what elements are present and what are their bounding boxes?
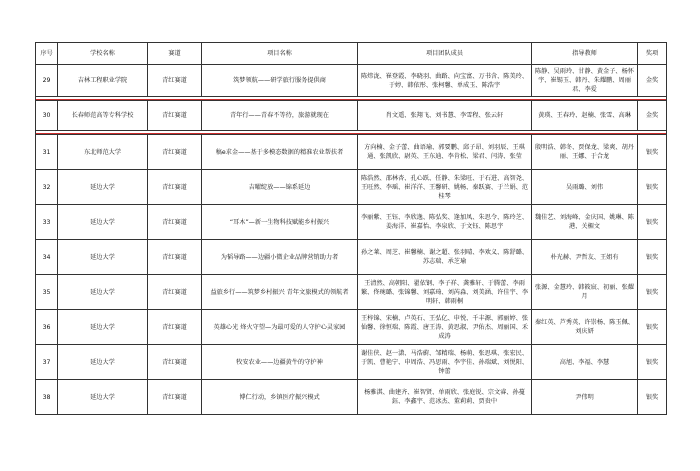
row-advisors: 殷明浩、韩冬、贾保龙、梁爽、胡丹丽、王娜、于合龙 (532, 135, 638, 170)
table-body (36, 65, 667, 415)
row-school: 延边大学 (58, 170, 148, 205)
row-project: 益旅乡行——筑梦乡村振兴 青年文旅模式的领航者 (202, 275, 358, 310)
row-award: 银奖 (638, 170, 667, 205)
row-members: 王清然、高朝阳、翟依钢、李子祥、龚雅轩、于腾蕾、李雨繁、佟琬璐、张锦馨、刘嘉琦、刘芮淼、刘美涵、许佳宇、李明轩、韩雨桐 (358, 275, 532, 310)
row-track: 青红赛道 (148, 345, 202, 380)
row-award: 银奖 (638, 345, 667, 380)
header-no: 序号 (36, 43, 58, 65)
row-track: 青红赛道 (148, 240, 202, 275)
row-award: 金奖 (638, 65, 667, 97)
row-members: 陈浩然、邵林杏、孔心跃、任静、朱梁旺、于石进、高智尧、王旺然、李瑶、崔洋洋、王馨研、姚畅、秦跃赛、于兰娟、范桂琴 (358, 170, 532, 205)
row-no: 36 (36, 310, 58, 345)
row-award: 银奖 (638, 380, 667, 415)
header-project: 项目名称 (202, 43, 358, 65)
row-advisors: 张源、金慧玲、韩筱宸、初丽、张耀月 (532, 275, 638, 310)
table-row (36, 275, 667, 310)
row-award: 金奖 (638, 101, 667, 131)
row-advisors: 尹伟明 (532, 380, 638, 415)
row-project: 筑梦领航——研学旅行服务提供商 (202, 65, 358, 97)
header-award: 奖项 (638, 43, 667, 65)
row-track: 青红赛道 (148, 275, 202, 310)
row-members: 肖文遥、张翔飞、刘书慧、李雪程、张云轩 (358, 101, 532, 131)
row-members: 杨雅淇、曲建齐、崔智贤、单雨欣、张庭锐、宗文睿、孙蔓鈺、李鑫宇、范冰杰、董莉莉、贾贵中 (358, 380, 532, 415)
row-track: 青红赛道 (148, 65, 202, 97)
row-members: 方向楠、金子蕾、曲语瑜、郭要鹏、邱子昂、刘羽辰、王琪通、张凯欣、尉英、王东迪、李肯松、梁君、闫涛、张莹 (358, 135, 532, 170)
row-advisors: 吴雨璐、刘伟 (532, 170, 638, 205)
row-school: 长春师范高等专科学校 (58, 101, 148, 131)
row-track: 青红赛道 (148, 310, 202, 345)
table-row (36, 135, 667, 170)
row-project: 稿e求金——基于多模态数据的精准农业帮扶者 (202, 135, 358, 170)
row-members: 王梓锦、宋楠、卢英石、王弘亿、申悦、千丰源、郭丽婷、张仙馨、徐恒瑞、陈霞、唐王涛、黄思淑、尹佑杰、周丽国、禾成涛 (358, 310, 532, 345)
table-row (36, 240, 667, 275)
row-advisors: 陈静、吴雨玲、甘静、黄金子、杨怀宇、崔锡玉、韩丹、朱耀鹏、周丽君、李爱 (532, 65, 638, 97)
row-no: 37 (36, 345, 58, 380)
row-school: 东北师范大学 (58, 135, 148, 170)
row-award: 银奖 (638, 240, 667, 275)
row-advisors: 秦红英、芦秀英、许崇杨、陈玉佩、刘庆妍 (532, 310, 638, 345)
row-track: 青红赛道 (148, 101, 202, 131)
row-members: 陈炜泷、崔登霞、李晓羽、曲路、向宝富、万书含、陈美玲、于婷、韩依彤、张柯馨、单成玉、陈浩宇 (358, 65, 532, 97)
header-row (36, 43, 667, 65)
row-project: 吉曜绽放——锦系延边 (202, 170, 358, 205)
row-advisors: 魏佳艺、刘海峰、金庆国、姚琳、陈港、关楣文 (532, 205, 638, 240)
table-row (36, 205, 667, 240)
table-row (36, 170, 667, 205)
row-award: 银奖 (638, 135, 667, 170)
row-school: 延边大学 (58, 240, 148, 275)
row-school: 吉林工程职业学院 (58, 65, 148, 97)
table-row (36, 101, 667, 131)
row-no: 33 (36, 205, 58, 240)
row-project: 英雄心光 烽火守望—为最可爱的人守护心灵家园 (202, 310, 358, 345)
table-row (36, 380, 667, 415)
row-project: 为韬导路——边疆小微企业品牌营销助力者 (202, 240, 358, 275)
table-row (36, 310, 667, 345)
header-advisors: 指导教师 (532, 43, 638, 65)
row-no: 34 (36, 240, 58, 275)
row-advisors: 朴光赫、尹哲友、王姐有 (532, 240, 638, 275)
row-no: 30 (36, 101, 58, 131)
row-no: 32 (36, 170, 58, 205)
row-members: 孙之莱、周芝、崔馨楠、谢之超、张羽晴、李欢义、陈舒璐、苏志瑞、承芝瑜 (358, 240, 532, 275)
header-school: 学校名称 (58, 43, 148, 65)
row-no: 29 (36, 65, 58, 97)
row-advisors: 高旭、李福、李慧 (532, 345, 638, 380)
row-award: 银奖 (638, 275, 667, 310)
row-no: 31 (36, 135, 58, 170)
table-row (36, 65, 667, 97)
row-track: 青红赛道 (148, 170, 202, 205)
row-school: 延边大学 (58, 310, 148, 345)
row-project: 牧安农业——边疆黄牛的守护神 (202, 345, 358, 380)
row-track: 青红赛道 (148, 205, 202, 240)
row-award: 银奖 (638, 310, 667, 345)
awards-table (35, 42, 667, 415)
row-track: 青红赛道 (148, 135, 202, 170)
row-members: 谢佳侠、赵一潇、马浩蔚、邹精瑞、杨萌、张思琪、张宏民、于凯、曹艳宁、申周浩、冯思雨、李宇佳、孙瑞斌、刘悦阳、钟蕾 (358, 345, 532, 380)
header-track: 赛道 (148, 43, 202, 65)
row-award: 银奖 (638, 205, 667, 240)
row-project: 博仁行动，乡镇医疗振兴模式 (202, 380, 358, 415)
row-project: “耳木”—新一生物科技赋能乡村振兴 (202, 205, 358, 240)
row-no: 38 (36, 380, 58, 415)
row-no: 35 (36, 275, 58, 310)
row-school: 延边大学 (58, 345, 148, 380)
row-advisors: 黄瑛、王春玲、赵楠、张雪、高琳 (532, 101, 638, 131)
row-school: 延边大学 (58, 380, 148, 415)
row-school: 延边大学 (58, 275, 148, 310)
table-row (36, 345, 667, 380)
row-school: 延边大学 (58, 205, 148, 240)
row-members: 李丽紫、王钰、李欣逸、陈弘奖、逢加凤、朱思令、陈玲芝、姜海洋、崔嘉怡、李泉欣、于文钰、陈思宇 (358, 205, 532, 240)
row-project: 青年行——青春不等待，旅游就现在 (202, 101, 358, 131)
row-track: 青红赛道 (148, 380, 202, 415)
header-members: 项目团队成员 (358, 43, 532, 65)
